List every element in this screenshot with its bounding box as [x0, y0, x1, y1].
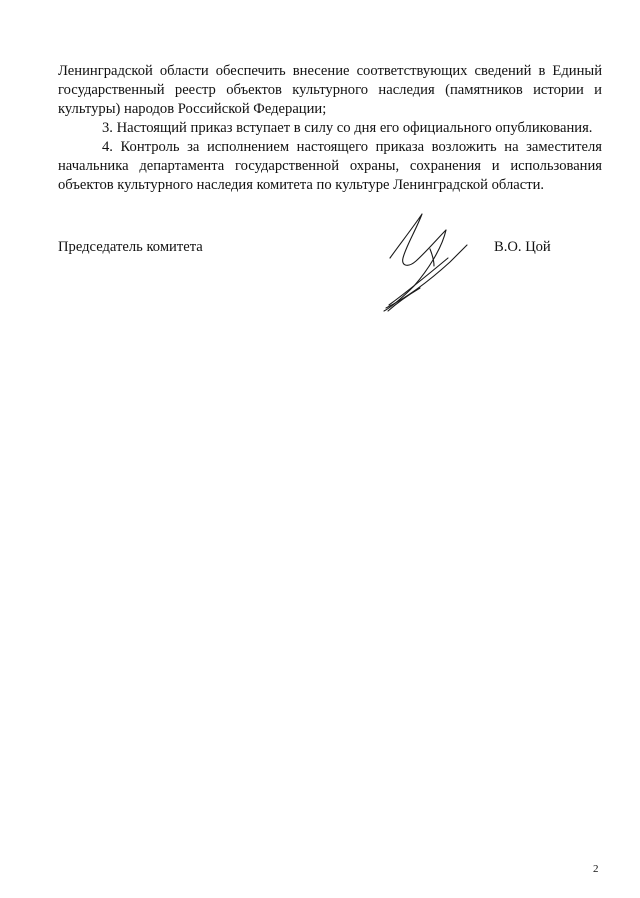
signatory-title: Председатель комитета	[58, 239, 203, 255]
paragraph-item-4: 4. Контроль за исполнением настоящего приказа возложить на заместителя начальника департамента государственной охраны, сохранения и использования объектов культурного наследия комитета по культуре Ленинградской области.	[58, 139, 602, 193]
page-number: 2	[593, 863, 599, 875]
signatory-name: В.О. Цой	[494, 239, 551, 255]
paragraph-item-3: 3. Настоящий приказ вступает в силу со дня его официального опубликования.	[102, 120, 593, 136]
handwritten-signature	[376, 208, 472, 314]
document-body	[58, 62, 602, 195]
paragraph-continuation: Ленинградской области обеспечить внесение соответствующих сведений в Единый государственный реестр объектов культурного наследия (памятников истории и культуры) народов Российской Федерации;	[58, 63, 602, 117]
